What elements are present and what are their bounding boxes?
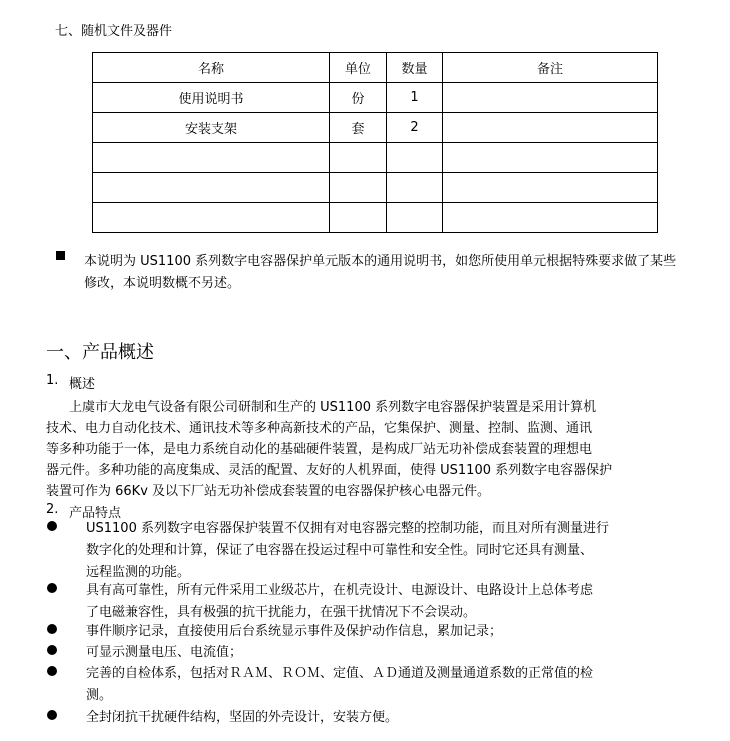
table-row bbox=[93, 173, 658, 203]
feature-line: 事件顺序记录，直接使用后台系统显示事件及保护动作信息，累加记录； bbox=[86, 624, 503, 639]
feature-line: 了电磁兼容性，具有极强的抗干扰能力，在强干扰情况下不会误动。 bbox=[86, 605, 477, 620]
item-2-label: 产品特点 bbox=[69, 506, 122, 521]
item-2-number: 2. bbox=[46, 502, 59, 517]
feature-line: 测。 bbox=[86, 688, 113, 703]
cell-unit bbox=[330, 203, 387, 233]
accessory-table bbox=[92, 52, 658, 233]
table-row bbox=[93, 203, 658, 233]
cell-unit bbox=[330, 173, 387, 203]
overview-line: 器元件。多种功能的高度集成、灵活的配置、友好的人机界面，使得 US1100 系列数字电容器保护 bbox=[46, 463, 613, 478]
header-name: 名称 bbox=[93, 53, 330, 83]
cell-name bbox=[93, 143, 330, 173]
feature-line: US1100 系列数字电容器保护装置不仅拥有对电容器完整的控制功能，而且对所有测量进行 bbox=[86, 521, 609, 536]
cell-remarks bbox=[443, 113, 658, 143]
note-line: 本说明为 US1100 系列数字电容器保护单元版本的通用说明书，如您所使用单元根据特殊要求做了某些 bbox=[84, 254, 677, 269]
cell-remarks bbox=[443, 203, 658, 233]
round-bullet-icon bbox=[47, 645, 57, 655]
item-1-label: 概述 bbox=[69, 377, 96, 392]
cell-name bbox=[93, 203, 330, 233]
section-1-title: 一、产品概述 bbox=[46, 342, 154, 363]
feature-line: 远程监测的功能。 bbox=[86, 565, 191, 580]
feature-line: 具有高可靠性，所有元件采用工业级芯片，在机壳设计、电源设计、电路设计上总体考虑 bbox=[86, 583, 594, 598]
cell-name: 安装支架 bbox=[93, 113, 330, 143]
cell-remarks bbox=[443, 173, 658, 203]
cell-unit: 份 bbox=[330, 83, 387, 113]
overview-line: 上虞市大龙电气设备有限公司研制和生产的 US1100 系列数字电容器保护装置是采用计算机 bbox=[69, 400, 597, 415]
cell-quantity bbox=[387, 143, 443, 173]
round-bullet-icon bbox=[47, 666, 57, 676]
cell-quantity bbox=[387, 173, 443, 203]
cell-remarks bbox=[443, 143, 658, 173]
round-bullet-icon bbox=[47, 583, 57, 593]
feature-line: 完善的自检体系，包括对ＲＡＭ、ＲＯＭ、定值、ＡＤ通道及测量通道系数的正常值的检 bbox=[86, 666, 594, 681]
square-bullet-icon bbox=[56, 251, 65, 260]
cell-remarks bbox=[443, 83, 658, 113]
header-unit: 单位 bbox=[330, 53, 387, 83]
cell-unit: 套 bbox=[330, 113, 387, 143]
cell-name: 使用说明书 bbox=[93, 83, 330, 113]
feature-line: 全封闭抗干扰硬件结构，坚固的外壳设计，安装方便。 bbox=[86, 710, 399, 725]
round-bullet-icon bbox=[47, 521, 57, 531]
cell-unit bbox=[330, 143, 387, 173]
header-remarks: 备注 bbox=[443, 53, 658, 83]
overview-line: 装置可作为 66Kv 及以下厂站无功补偿成套装置的电容器保护核心电器元件。 bbox=[46, 484, 491, 499]
feature-line: 数字化的处理和计算，保证了电容器在投运过程中可靠性和安全性。同时它还具有测量、 bbox=[86, 543, 594, 558]
section-7-heading: 七、随机文件及器件 bbox=[55, 24, 173, 39]
item-1-number: 1. bbox=[46, 373, 59, 388]
feature-line: 可显示测量电压、电流值； bbox=[86, 645, 243, 660]
cell-quantity bbox=[387, 203, 443, 233]
cell-quantity: 1 bbox=[387, 83, 443, 113]
table-row bbox=[93, 113, 658, 143]
cell-name bbox=[93, 173, 330, 203]
round-bullet-icon bbox=[47, 710, 57, 720]
table-header-row bbox=[93, 53, 658, 83]
overview-line: 技术、电力自动化技术、通讯技术等多种高新技术的产品，它集保护、测量、控制、监测、通讯 bbox=[46, 421, 593, 436]
table-row bbox=[93, 143, 658, 173]
header-quantity: 数量 bbox=[387, 53, 443, 83]
overview-line: 等多种功能于一体，是电力系统自动化的基础硬件装置，是构成厂站无功补偿成套装置的理想电 bbox=[46, 442, 593, 457]
note-line: 修改，本说明数概不另述。 bbox=[84, 276, 241, 291]
round-bullet-icon bbox=[47, 624, 57, 634]
cell-quantity: 2 bbox=[387, 113, 443, 143]
table-row bbox=[93, 83, 658, 113]
